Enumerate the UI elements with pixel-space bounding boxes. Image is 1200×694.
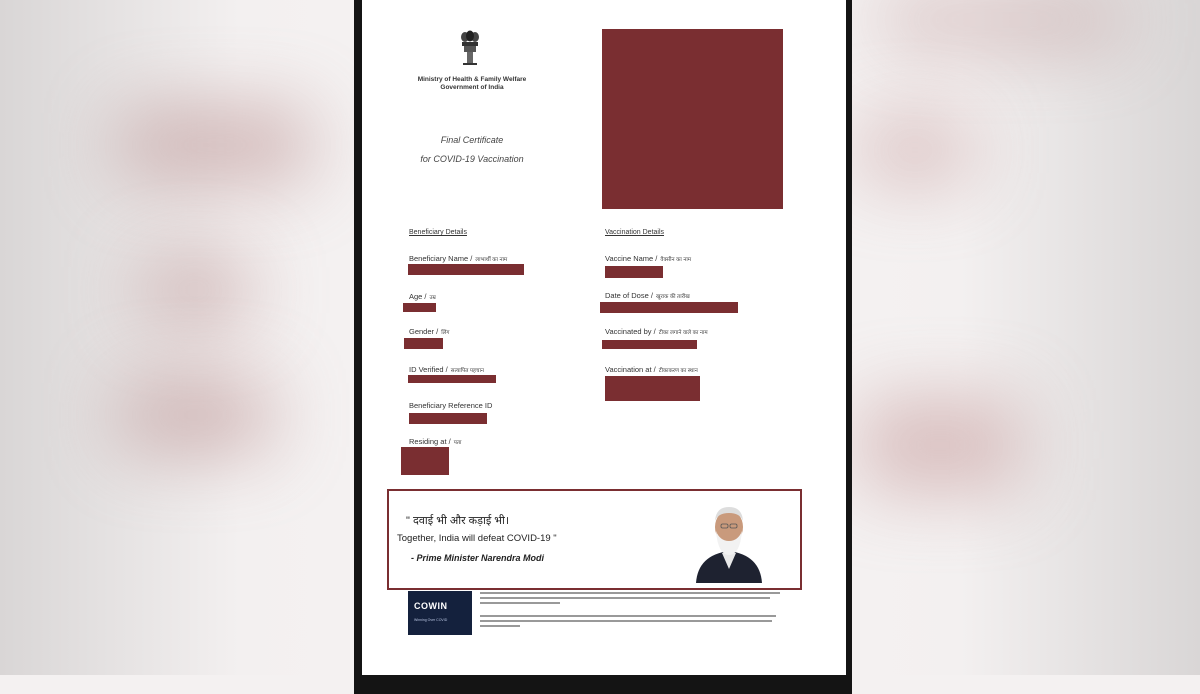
field-label: Vaccine Name / — [605, 254, 658, 263]
government-line: Government of India — [440, 84, 504, 91]
certificate-title — [392, 131, 552, 169]
field-label: Vaccination at / — [605, 365, 656, 374]
redacted-value — [401, 447, 449, 475]
field-label: Gender / — [409, 327, 439, 336]
beneficiary-reference-id-label — [409, 401, 492, 410]
field-label: Vaccinated by / — [605, 327, 656, 336]
background-blur-shape — [120, 380, 270, 450]
id-verified-label — [409, 365, 484, 374]
age-label — [409, 292, 436, 301]
ministry-name — [392, 76, 552, 92]
field-label: Age / — [409, 292, 427, 301]
field-label-hindi: टीकाकरण का स्थान — [658, 368, 698, 374]
field-label-hindi: वैक्सीन का नाम — [660, 257, 692, 263]
background-blur-shape — [860, 120, 970, 180]
ministry-line: Ministry of Health & Family Welfare — [417, 76, 527, 83]
redacted-value — [600, 302, 738, 313]
date-of-dose-label — [605, 291, 690, 300]
redacted-value — [404, 338, 443, 349]
vaccinated-by-label — [605, 327, 708, 336]
field-label-hindi: उम्र — [429, 295, 436, 301]
gender-label — [409, 327, 449, 336]
cowin-logo-text: COWIN — [414, 601, 448, 611]
field-label-hindi: पता — [453, 440, 462, 446]
redacted-value — [403, 303, 436, 312]
footer-fine-print — [480, 592, 790, 638]
field-label-hindi: खुराक की तारीख — [655, 294, 690, 300]
background-blur-shape — [120, 110, 310, 180]
redacted-value — [409, 413, 487, 424]
redacted-value — [605, 376, 700, 401]
vaccination-certificate — [362, 0, 846, 675]
field-label: Residing at / — [409, 437, 451, 446]
certificate-title-line1: Final Certificate — [440, 135, 504, 145]
redacted-value — [605, 266, 663, 278]
cowin-logo — [408, 591, 472, 635]
pm-quote-box — [387, 489, 802, 590]
vaccine-name-label — [605, 254, 691, 263]
background-blur-shape — [860, 400, 1020, 490]
vaccination-at-label — [605, 365, 698, 374]
field-label-hindi: लाभार्थी का नाम — [475, 257, 508, 263]
quote-attribution: - Prime Minister Narendra Modi — [411, 553, 545, 563]
redacted-value — [408, 264, 524, 275]
field-label: Beneficiary Reference ID — [409, 401, 493, 410]
field-label: ID Verified / — [409, 365, 448, 374]
beneficiary-name-label — [409, 254, 507, 263]
quote-english: Together, India will defeat COVID-19 " — [397, 533, 557, 544]
field-label: Date of Dose / — [605, 291, 653, 300]
field-label: Beneficiary Name / — [409, 254, 473, 263]
residing-at-label — [409, 437, 461, 446]
field-label-hindi: टीका लगाने वाले का नाम — [658, 330, 708, 336]
redacted-value — [408, 375, 496, 383]
redacted-value — [602, 340, 697, 349]
redacted-qr-photo — [602, 29, 783, 209]
prime-minister-portrait — [694, 497, 764, 583]
field-label-hindi: सत्यापित पहचान — [450, 368, 484, 374]
quote-hindi: " दवाई भी और कड़ाई भी। — [406, 515, 510, 527]
vaccination-details-heading: Vaccination Details — [605, 229, 665, 236]
cowin-tagline: Winning Over COVID — [414, 618, 448, 622]
certificate-title-line2: for COVID-19 Vaccination — [420, 154, 524, 164]
background-blur-shape — [880, 0, 1120, 40]
beneficiary-details-heading: Beneficiary Details — [409, 229, 467, 236]
field-label-hindi: लिंग — [441, 330, 450, 336]
background-blur-shape — [140, 260, 250, 320]
national-emblem-icon — [458, 30, 482, 66]
